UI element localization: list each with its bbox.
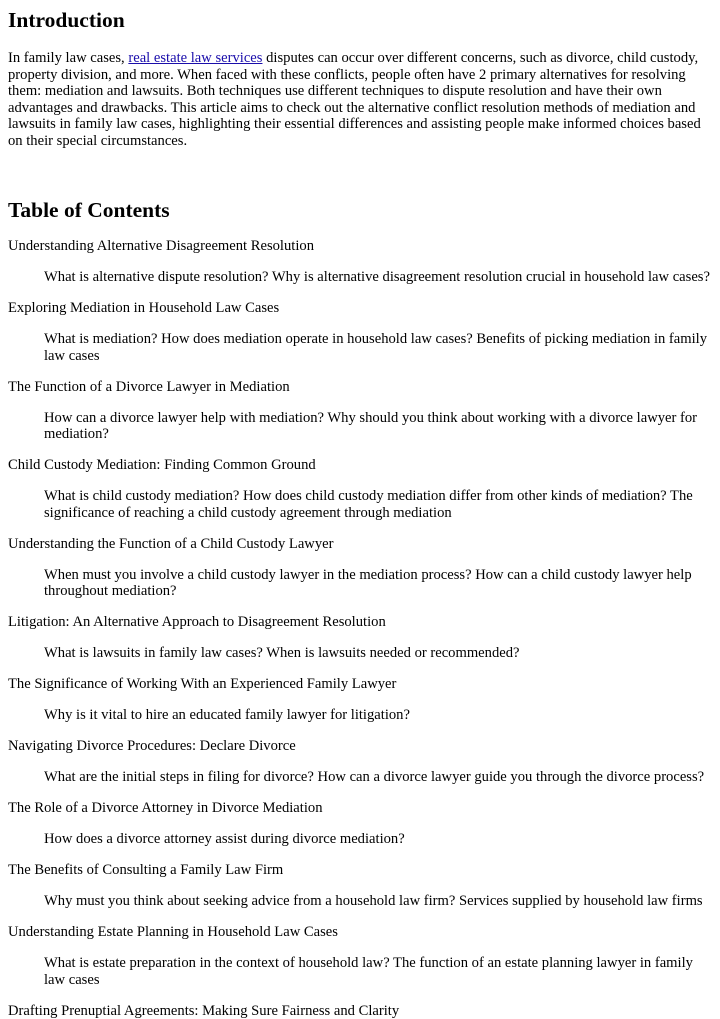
toc-section-title: The Role of a Divorce Attorney in Divorce Mediation xyxy=(8,800,712,817)
toc-subsection-text: What is mediation? How does mediation operate in household law cases? Benefits of picking mediation in family law cases xyxy=(44,331,712,364)
toc-entry xyxy=(8,379,712,443)
toc-section-title: Understanding the Function of a Child Custody Lawyer xyxy=(8,536,712,553)
toc-subsection-text: Why must you think about seeking advice from a household law firm? Services supplied by household law firms xyxy=(44,893,712,910)
toc-entry xyxy=(8,614,712,662)
toc-entry xyxy=(8,1003,712,1019)
toc-subsection-text: What is lawsuits in family law cases? When is lawsuits needed or recommended? xyxy=(44,645,712,662)
toc-entry xyxy=(8,862,712,910)
toc-section-title: Understanding Estate Planning in Household Law Cases xyxy=(8,924,712,941)
toc-section-title: Child Custody Mediation: Finding Common Ground xyxy=(8,457,712,474)
toc-entry xyxy=(8,300,712,364)
toc-subsection-text: How does a divorce attorney assist during divorce mediation? xyxy=(44,831,712,848)
toc-section-title: Understanding Alternative Disagreement Resolution xyxy=(8,238,712,255)
toc-subsection-text: What is alternative dispute resolution? Why is alternative disagreement resolution crucial in household law cases? xyxy=(44,269,712,286)
toc-entry xyxy=(8,238,712,286)
toc-entry xyxy=(8,738,712,786)
toc-subsection-text: What are the initial steps in filing for divorce? How can a divorce lawyer guide you through the divorce process? xyxy=(44,769,712,786)
toc-section-title: The Function of a Divorce Lawyer in Mediation xyxy=(8,379,712,396)
toc-section-title: Litigation: An Alternative Approach to Disagreement Resolution xyxy=(8,614,712,631)
toc-entry xyxy=(8,800,712,848)
toc-entry xyxy=(8,457,712,521)
toc-section-title: The Benefits of Consulting a Family Law Firm xyxy=(8,862,712,879)
toc-entry xyxy=(8,536,712,600)
real-estate-law-services-link[interactable]: real estate law services xyxy=(128,50,262,66)
introduction-paragraph xyxy=(8,50,712,149)
toc-subsection-text: When must you involve a child custody lawyer in the mediation process? How can a child custody lawyer help throughout mediation? xyxy=(44,567,712,600)
toc-section-title: Drafting Prenuptial Agreements: Making Sure Fairness and Clarity xyxy=(8,1003,712,1019)
toc-subsection-text: What is estate preparation in the context of household law? The function of an estate planning lawyer in family law cases xyxy=(44,955,712,988)
table-of-contents-heading: Table of Contents xyxy=(8,198,712,222)
intro-text-after: disputes can occur over different concerns, such as divorce, child custody, property division, and more. When faced with these conflicts, people often have 2 primary alternatives for resolving them: mediation and lawsuits. Both techniques use different techniques to dispute resolution and have their own advantages and drawbacks. This article aims to check out the alternative conflict resolution methods of mediation and lawsuits in family law cases, highlighting their essential differences and assisting people make informed choices based on their special circumstances. xyxy=(8,50,701,149)
intro-text-before: In family law cases, xyxy=(8,50,128,66)
table-of-contents xyxy=(8,238,712,1019)
toc-entry xyxy=(8,676,712,724)
toc-section-title: Navigating Divorce Procedures: Declare Divorce xyxy=(8,738,712,755)
toc-subsection-text: Why is it vital to hire an educated family lawyer for litigation? xyxy=(44,707,712,724)
introduction-heading: Introduction xyxy=(8,0,712,32)
toc-subsection-text: What is child custody mediation? How does child custody mediation differ from other kinds of mediation? The significance of reaching a child custody agreement through mediation xyxy=(44,488,712,521)
toc-entry xyxy=(8,924,712,988)
toc-section-title: The Significance of Working With an Experienced Family Lawyer xyxy=(8,676,712,693)
toc-subsection-text: How can a divorce lawyer help with mediation? Why should you think about working with a divorce lawyer for mediation? xyxy=(44,410,712,443)
toc-section-title: Exploring Mediation in Household Law Cases xyxy=(8,300,712,317)
